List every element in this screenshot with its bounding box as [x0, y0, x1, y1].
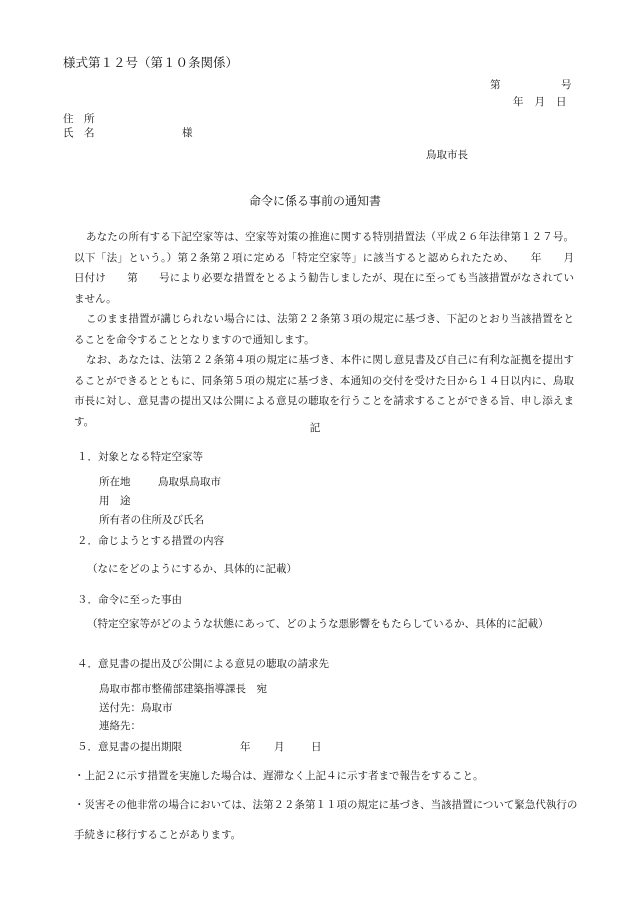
recipient: 鳥取市都市整備部建築指導課長 宛 — [99, 683, 267, 695]
deadline-day: 日 — [311, 741, 322, 753]
body-paragraph-2: このまま措置が講じられない場合には、法第２２条第３項の規定に基づき、下記のとおり当該措置をとることを命令することとなりますので通知します。 — [74, 313, 574, 346]
number-suffix: 号 — [561, 79, 572, 91]
deadline-month: 月 — [274, 741, 285, 753]
date-day: 日 — [556, 96, 567, 108]
sender: 鳥取市長 — [426, 149, 468, 161]
deadline-year: 年 — [240, 741, 251, 753]
body-paragraph-3: なお、あなたは、法第２２条第４項の規定に基づき、本件に関し意見書及び自己に有利な証拠を提出することができるとともに、同条第５項の規定に基づき、本通知の交付を受けた日から１４日以内に、鳥取市長に対し、意見書の提出又は公開による意見の聴取を行うことを請求することができる旨、申し添えます。 — [74, 354, 574, 428]
section-2-note: （なにをどのようにするか、具体的に記載） — [87, 563, 297, 575]
contact: 連絡先： — [99, 720, 141, 732]
note-1: ・上記２に示す措置を実施した場合は、遅滞なく上記４に示す者まで報告をすること。 — [74, 770, 484, 782]
issue-date — [513, 97, 567, 108]
section-3-note: （特定空家等がどのような状態にあって、どのような悪影響をもたらしているか、具体的に記載） — [87, 618, 549, 630]
form-number: 様式第１２号（第１０条関係） — [63, 55, 239, 70]
name-label: 氏 名 — [63, 127, 95, 139]
note-2: ・災害その他非常の場合においては、法第２２条第１１項の規定に基づき、当該措置について緊急代執行の手続きに移行することがあります。 — [74, 799, 578, 841]
owner-label: 所有者の住所及び氏名 — [99, 514, 204, 526]
section-1-title: １．対象となる特定空家等 — [77, 451, 203, 463]
address-label: 住 所 — [63, 113, 95, 125]
date-year: 年 — [513, 96, 524, 108]
location-value: 鳥取県鳥取市 — [158, 476, 221, 488]
send-to: 送付先：鳥取市 — [99, 702, 173, 714]
section-2-title: ２．命じようとする措置の内容 — [77, 535, 224, 547]
section-5-row — [77, 742, 377, 753]
section-4-title: ４．意見書の提出及び公開による意見の聴取の請求先 — [77, 658, 329, 670]
number-prefix: 第 — [490, 79, 501, 91]
section-5-title: ５．意見書の提出期限 — [77, 741, 182, 753]
honorific: 様 — [182, 127, 193, 139]
date-month: 月 — [534, 96, 545, 108]
section-3-title: ３．命令に至った事由 — [77, 594, 182, 606]
ki-heading: 記 — [309, 422, 321, 434]
use-label: 用 途 — [99, 495, 131, 507]
body-paragraph-1: あなたの所有する下記空家等は、空家等対策の推進に関する特別措置法（平成２６年法律第１２７号。以下「法」という。）第２条第２項に定める「特定空家等」に該当すると認められたため、 年 月 日付け 第 号により必要な措置をとるよう勧告しましたが、現在に至っても当該措置がなされていません。 — [74, 231, 595, 305]
document-number — [490, 80, 580, 91]
document-title: 命令に係る事前の通知書 — [248, 194, 381, 208]
location-row — [99, 477, 299, 488]
location-label: 所在地 — [99, 476, 131, 488]
